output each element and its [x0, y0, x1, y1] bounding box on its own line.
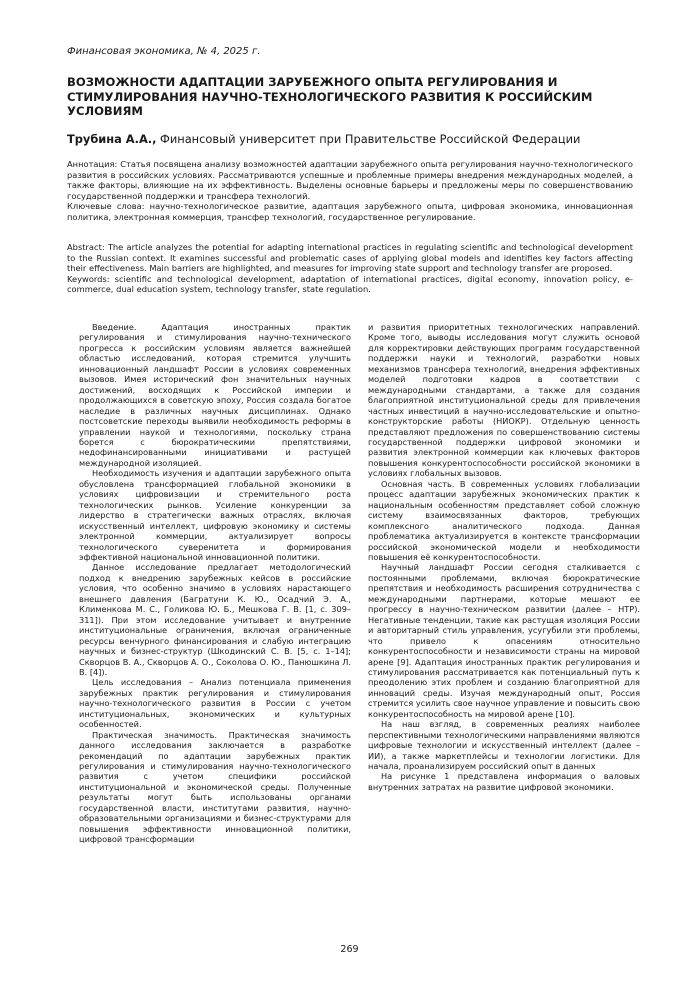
- keywords-ru: Ключевые слова: научно-технологическое развитие, адаптация зарубежного опыта, цифровая экономика, инновационная политика, электронная коммерция, трансфер технологий, государственное регулирование.: [67, 201, 633, 222]
- abstract-en: [67, 242, 633, 295]
- paragraph: На рисунке 1 представлена информация о валовых внутренних затратах на развитие цифровой экономики.: [368, 771, 640, 792]
- keywords-en: Keywords: scientific and technological development, adaptation of international practices, digital economy, innovation policy, e-commerce, dual education system, technology transfer, state regulation.: [67, 273, 633, 294]
- author-name: Трубина А.А.,: [67, 132, 157, 146]
- paragraph: Данное исследование предлагает методологический подход к внедрению зарубежных кейсов в российские условия, что особенно значимо в условиях нарастающего внешнего давления (Багратуни К. Ю., Осадчий Э. А., Клименкова М. С., Голикова Ю. Б., Мешкова Г. В. [1, с. 309–311]). При этом исследование учитывает и внутренние институциональные ограничения, включая ограниченные ресурсы венчурного финансирования и слабую интеграцию научных и бизнес-структур (Шкодинский С. В. [5, с. 1–14]; Скворцов В. А., Скворцов А. О., Соколова О. Ю., Панюшкина Л. В. [4]).: [79, 562, 351, 677]
- author-affiliation: Финансовый университет при Правительстве Российской Федерации: [156, 132, 581, 146]
- paragraph-goal: Цель исследования – Анализ потенциала применения зарубежных практик регулирования и стимулирования научно-технологического развития в России с учетом институциональных, экономических и культурных особенностей.: [79, 677, 351, 730]
- article-title: ВОЗМОЖНОСТИ АДАПТАЦИИ ЗАРУБЕЖНОГО ОПЫТА РЕГУЛИРОВАНИЯ И СТИМУЛИРОВАНИЯ НАУЧНО-ТЕХНОЛОГИЧЕСКОГО РАЗВИТИЯ К РОССИЙСКИМ УСЛОВИЯМ: [67, 75, 593, 118]
- body-column-right: [368, 322, 640, 792]
- paragraph-main-part: Основная часть. В современных условиях глобализации процесс адаптации зарубежных экономических практик к национальным особенностям представляет собой сложную систему взаимосвязанных факторов, требующих комплексного аналитического подхода. Данная проблематика актуализируется в контексте трансформации российской экономической модели и необходимости повышения её конкурентоспособности.: [368, 478, 640, 562]
- paragraph: Научный ландшафт России сегодня сталкивается с постоянными проблемами, включая бюрократические препятствия и необходимость расширения сотрудничества с международными партнерами, которые мешают ее прогрессу в научно-техническом развитии (далее – НТР). Негативные тенденции, такие как растущая изоляция России и авторитарный стиль управления, усугубили эти проблемы, что привело к опасениям относительно конкурентоспособности и независимости страны на мировой арене [9]. Адаптация иностранных практик регулирования и стимулирования рассматривается как потенциальный путь к преодолению этих проблем и созданию благоприятной для инноваций среды. Изучая международный опыт, Россия стремится усилить свое научное управление и повысить свою конкурентоспособность на мировой арене [10].: [368, 562, 640, 719]
- paragraph-significance: Практическая значимость. Практическая значимость данного исследования заключается в разработке рекомендаций по адаптации зарубежных практик регулирования и стимулирования научно-технологического развития с учетом специфики российской институциональной и экономической среды. Полученные результаты могут быть использованы органами государственной власти, институтами развития, научно-образовательными организациями и бизнес-структурами для повышения эффективности инновационной политики, цифровой трансформации: [79, 729, 351, 845]
- paragraph: На наш взгляд, в современных реалиях наиболее перспективными технологическими направлениями являются цифровые технологии и искусственный интеллект (далее – ИИ), а также маркетплейсы и технологии логистики. Для начала, проанализируем российский опыт в данных: [368, 719, 640, 772]
- paragraph-continued: и развития приоритетных технологических направлений. Кроме того, выводы исследования могут служить основой для корректировки действующих программ государственной поддержки науки и технологий, разработки новых механизмов трансфера технологий, внедрения эффективных моделей подготовки кадров в соответствии с международными стандартами, а также для создания благоприятной институциональной среды для привлечения частных инвестиций в научно-исследовательские и опытно-конструкторские работы (НИОКР). Отдельную ценность представляют предложения по совершенствованию системы государственной поддержки цифровой экономики и развития электронной коммерции как ключевых факторов повышения конкурентоспособности российской экономики в условиях глобальных вызовов.: [368, 322, 640, 479]
- abstract-en-text: Abstract: The article analyzes the potential for adapting international practices in regulating scientific and technological development to the Russian context. It examines successful and problematic cases of applying global models and identifies key factors affecting their effectiveness. Main barriers are highlighted, and measures for improving state support and technology transfer are proposed.: [67, 242, 633, 273]
- author-line: [67, 132, 647, 146]
- abstract-ru-text: Аннотация: Статья посвящена анализу возможностей адаптации зарубежного опыта регулирования научно-технологического развития в российских условиях. Рассматриваются успешные и проблемные примеры внедрения международных моделей, а также факторы, влияющие на их эффективность. Выделены основные барьеры и предложены меры по совершенствованию государственной поддержки и трансфера технологий.: [67, 159, 633, 201]
- paragraph-introduction: Введение. Адаптация иностранных практик регулирования и стимулирования научно-технического прогресса к российским условиям является важнейшей областью исследований, которая стремится улучшить инновационный ландшафт России в условиях современных вызовов. Имея исторический фон значительных научных достижений, восходящих к Российской империи и продолжающихся в советскую эпоху, Россия создала богатое наследие в различных научных дисциплинах. Однако постсоветские переходы выявили необходимость реформы в управлении наукой и технологиями, поскольку страна борется с бюрократическими препятствиями, недофинансированными инициативами и растущей международной изоляцией.: [79, 322, 351, 468]
- abstract-ru: [67, 159, 633, 222]
- page-number: 269: [340, 944, 359, 955]
- journal-header: Финансовая экономика, № 4, 2025 г.: [67, 46, 261, 57]
- body-column-left: [79, 322, 351, 845]
- paragraph: Необходимость изучения и адаптации зарубежного опыта обусловлена трансформацией глобальной экономики в условиях цифровизации и стремительного роста технологических рынков. Усиление конкуренции за лидерство в стратегически важных отраслях, включая искусственный интеллект, цифровую экономику и системы электронной коммерции, актуализирует вопросы технологического суверенитета и формирования эффективной национальной инновационной политики.: [79, 468, 351, 562]
